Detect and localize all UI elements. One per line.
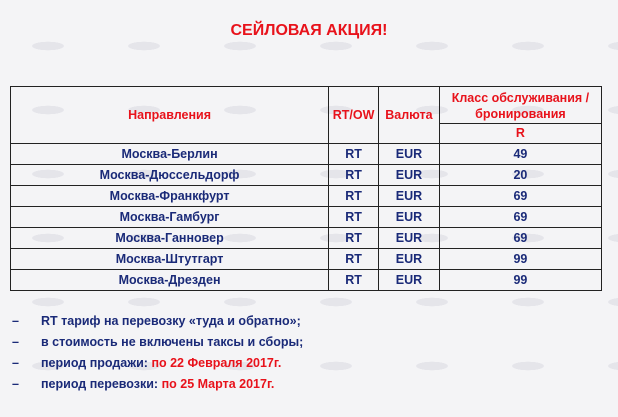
cell-rt: RT (329, 186, 379, 207)
list-item (0, 353, 618, 374)
list-item (0, 332, 618, 353)
cell-price: 49 (439, 144, 601, 165)
cell-currency: EUR (379, 249, 440, 270)
dash-bullet: – (12, 335, 19, 349)
table-header-row (11, 87, 602, 124)
table-row (11, 207, 602, 228)
cell-direction: Москва-Гамбург (11, 207, 329, 228)
cell-price: 69 (439, 207, 601, 228)
cell-currency: EUR (379, 165, 440, 186)
table-row (11, 165, 602, 186)
cell-direction: Москва-Франкфурт (11, 186, 329, 207)
cell-currency: EUR (379, 186, 440, 207)
cell-price: 69 (439, 186, 601, 207)
cell-price: 99 (439, 249, 601, 270)
cell-rt: RT (329, 144, 379, 165)
note-text: период перевозки: (41, 377, 162, 391)
list-item (0, 311, 618, 332)
cell-direction: Москва-Штутгарт (11, 249, 329, 270)
note-highlight: по 25 Марта 2017г. (161, 377, 275, 391)
terms-list (0, 311, 618, 395)
cell-currency: EUR (379, 207, 440, 228)
note-highlight: по 22 Февраля 2017г. (151, 356, 282, 370)
note-text: период продажи: (41, 356, 152, 370)
cell-direction: Москва-Берлин (11, 144, 329, 165)
cell-rt: RT (329, 249, 379, 270)
cell-direction: Москва-Ганновер (11, 228, 329, 249)
cell-rt: RT (329, 165, 379, 186)
cell-price: 69 (439, 228, 601, 249)
note-text: RT тариф на перевозку «туда и обратно»; (41, 314, 301, 328)
header-service-class: Класс обслуживания / бронирования (439, 87, 601, 124)
table-row (11, 144, 602, 165)
dash-bullet: – (12, 377, 19, 391)
cell-price: 20 (439, 165, 601, 186)
cell-price: 99 (439, 270, 601, 291)
cell-currency: EUR (379, 270, 440, 291)
dash-bullet: – (12, 314, 19, 328)
table-row (11, 228, 602, 249)
list-item (0, 374, 618, 395)
cell-rt: RT (329, 270, 379, 291)
header-direction: Направления (11, 87, 329, 144)
table-row (11, 270, 602, 291)
page-title: СЕЙЛОВАЯ АКЦИЯ! (230, 22, 388, 39)
cell-direction: Москва-Дюссельдорф (11, 165, 329, 186)
header-currency: Валюта (379, 87, 440, 144)
note-text: в стоимость не включены таксы и сборы; (41, 335, 304, 349)
cell-direction: Москва-Дрезден (11, 270, 329, 291)
header-rt-ow: RT/OW (329, 87, 379, 144)
header-class-r: R (439, 123, 601, 143)
table-row (11, 249, 602, 270)
cell-rt: RT (329, 207, 379, 228)
fare-table (10, 86, 602, 291)
table-row (11, 186, 602, 207)
cell-rt: RT (329, 228, 379, 249)
cell-currency: EUR (379, 144, 440, 165)
cell-currency: EUR (379, 228, 440, 249)
dash-bullet: – (12, 356, 19, 370)
